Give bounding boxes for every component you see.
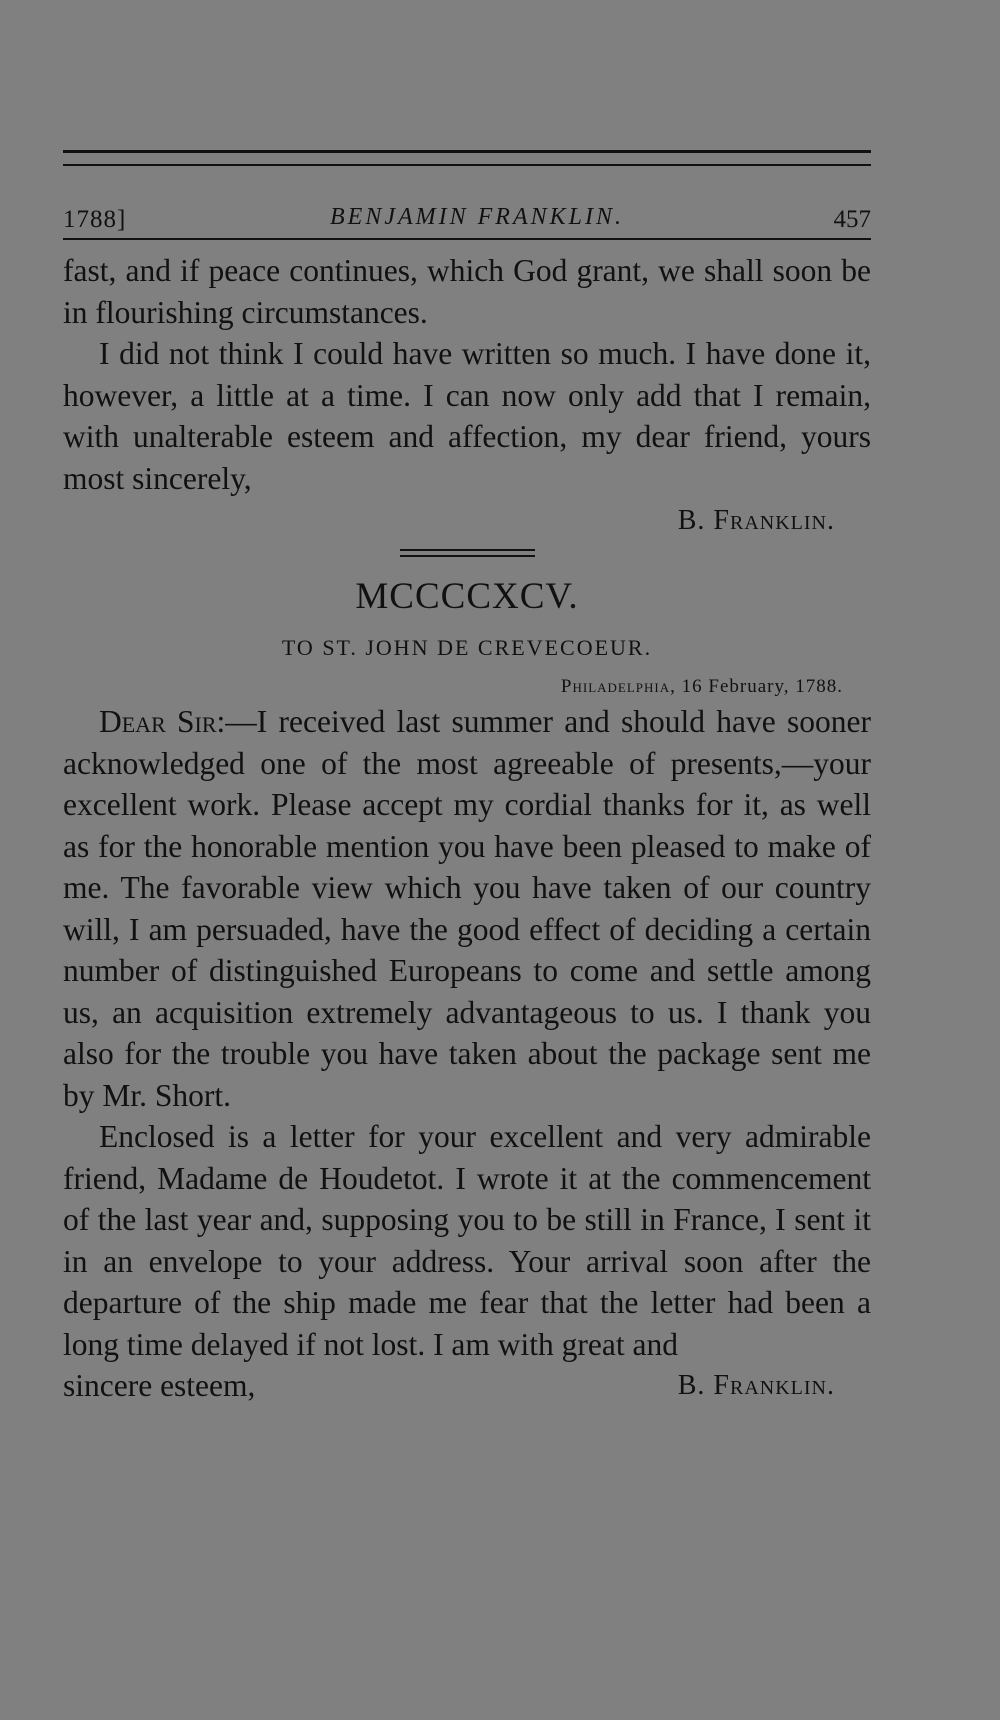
dateline-date: 16 February, 1788. bbox=[681, 676, 843, 697]
header-rule-top bbox=[63, 150, 871, 153]
section-divider bbox=[400, 549, 535, 557]
signature-previous-letter: B. Franklin. bbox=[677, 505, 835, 536]
paragraph-1-text: :—I received last summer and should have sooner acknowledged one of the most agreeable of presents,—your excellent work. Please accept my cordial thanks for it, as well as for the honorable mention you have been pleased to make of me. The favorable view which you have taken of our country will, I am persuaded, have the good effect of deciding a certain number of distinguished Europeans to come and settle among us, an acquisition extremely advantageous to us. I thank you also for the trouble you have taken about the package sent me by Mr. Short. bbox=[63, 704, 871, 1113]
letter-number: MCCCCXCV. bbox=[355, 576, 579, 617]
closing-text: sincere esteem, bbox=[63, 1368, 256, 1403]
letter-paragraph-2: Enclosed is a letter for your excellent and very admirable friend, Madame de Houdetot. I wrote it at the commencement of the last year and, supposing you to be still in France, I sent it in an envelope to your address. Your arrival soon after the departure of the ship made me fear that the letter had been a long time delayed if not lost. I am with great and bbox=[63, 1119, 871, 1362]
page-body bbox=[63, 250, 871, 1407]
header-year: 1788] bbox=[63, 206, 127, 233]
closing-paragraph: I did not think I could have written so much. I have done it, however, a little at a time. I can now only add that I remain, with unalterable esteem and affection, my dear friend, yours most sincerely, bbox=[63, 336, 871, 496]
header-title: BENJAMIN FRANKLIN. bbox=[330, 204, 624, 230]
letter-paragraph-1 bbox=[63, 701, 871, 1116]
signature: B. Franklin. bbox=[677, 1370, 835, 1401]
letter-recipient: TO ST. JOHN DE CREVECOEUR. bbox=[281, 635, 653, 660]
salutation: Dear Sir bbox=[99, 704, 217, 739]
header-rule-bottom bbox=[63, 238, 871, 240]
closing-line bbox=[63, 1365, 871, 1407]
letter-dateline bbox=[63, 673, 871, 701]
page-number: 457 bbox=[833, 206, 871, 233]
continued-paragraph: fast, and if peace continues, which God grant, we shall soon be in flourishing circumstances. bbox=[63, 253, 871, 330]
book-page bbox=[63, 150, 871, 1407]
running-header bbox=[63, 166, 871, 233]
dateline-place: Philadelphia, bbox=[560, 676, 676, 697]
